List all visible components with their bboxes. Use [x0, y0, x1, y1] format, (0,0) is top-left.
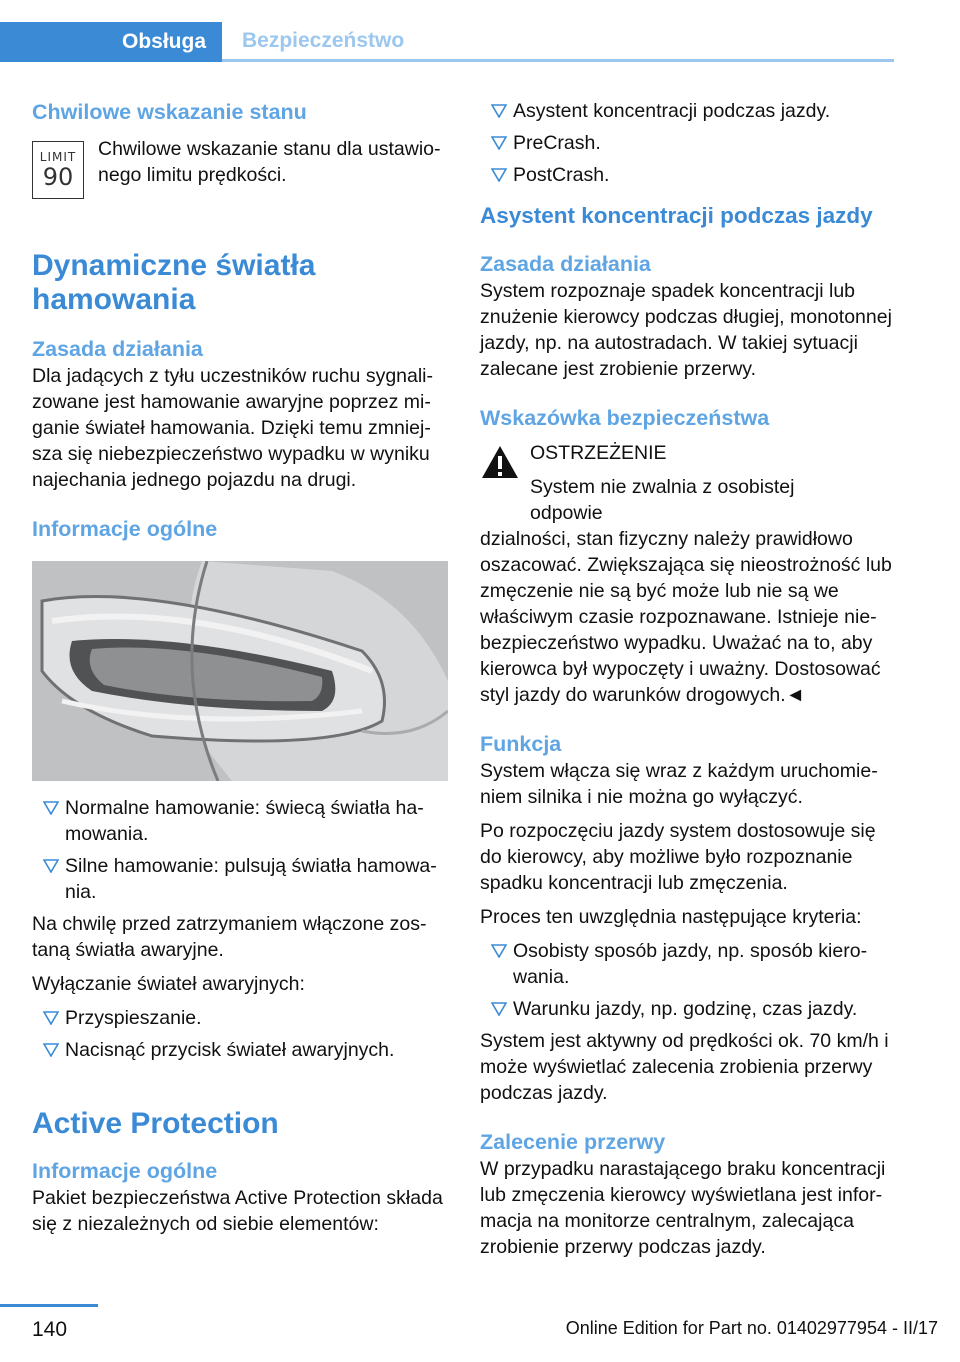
- heading-chwilowe: Chwilowe wskazanie stanu: [32, 100, 307, 124]
- right-column: [480, 98, 898, 1260]
- list-item: [480, 162, 898, 188]
- paragraph-funkcja-3: Proces ten uwzględnia następujące kryteria:: [480, 906, 862, 928]
- page-number: 140: [32, 1318, 68, 1341]
- limit-icon-value: 90: [42, 163, 74, 191]
- heading-informacje-left: Informacje ogólne: [32, 517, 218, 541]
- list-item: [480, 130, 898, 156]
- list-item: [32, 795, 450, 847]
- brake-bullets: [32, 795, 450, 905]
- bullet-text: PostCrash.: [513, 164, 610, 186]
- limit-text: Chwilowe wskazanie stanu dla ustawionego limitu prędkości.: [98, 138, 441, 186]
- limit-info: [32, 138, 450, 199]
- footer-rule: [0, 1304, 98, 1307]
- bullet-text: PreCrash.: [513, 132, 601, 154]
- paragraph-off: Wyłączanie świateł awaryjnych:: [32, 973, 305, 995]
- list-item: [32, 853, 450, 905]
- list-item: [480, 98, 898, 124]
- warning-block: [480, 440, 898, 526]
- criteria-bullets: [480, 938, 898, 1022]
- heading-zasada-right: Zasada działania: [480, 252, 651, 276]
- section-tabbar: [0, 22, 894, 62]
- paragraph-funkcja-2: Po rozpoczęciu jazdy system dostosowuje się do kierowcy, aby możliwe było rozpoznanie spadku koncentracji lub zmęczenia.: [480, 820, 876, 894]
- paragraph-zalecenie: W przypadku narastającego braku koncentracji lub zmęczenia kierowcy wyświetlana jest informacja na monitorze centralnym, zalecająca zrobienie przerwy podczas jazdy.: [480, 1158, 886, 1258]
- heading-wskazowka: Wskazówka bezpieczeństwa: [480, 406, 770, 430]
- paragraph-aktywny: System jest aktywny od prędkości ok. 70 km/h i może wyświetlać zalecenia zrobienia przerwy podczas jazdy.: [480, 1030, 889, 1104]
- off-bullets: [32, 1005, 450, 1063]
- paragraph-zasada-right: System rozpoznaje spadek koncentracji lub znużenie kierowcy podczas długiej, monotonnej jazdy, np. na autostradach. W takiej sytuacji zalecane jest zrobienie przerwy.: [480, 280, 892, 380]
- paragraph-ap: Pakiet bezpieczeństwa Active Protection składa się z niezależnych od siebie elementów:: [32, 1187, 443, 1235]
- bullet-text: Warunku jazdy, np. godzinę, czas jazdy.: [513, 998, 858, 1020]
- limit-icon-label: LIMIT: [39, 150, 77, 164]
- heading-zalecenie: Zalecenie przerwy: [480, 1130, 666, 1154]
- warning-text-first: System nie zwalnia z osobistej odpowie: [530, 476, 795, 524]
- paragraph-funkcja-1: System włącza się wraz z każdym uruchomieniem silnika i nie można go wyłączyć.: [480, 760, 878, 808]
- warning-triangle-icon: [480, 444, 520, 480]
- speed-limit-icon: [32, 141, 84, 199]
- tab-bezpieczenstwo[interactable]: Bezpieczeństwo: [222, 22, 894, 62]
- list-item: [32, 1037, 450, 1063]
- bullet-text: Silne hamowanie: pulsują światła hamowania.: [65, 855, 437, 903]
- list-item: [32, 1005, 450, 1031]
- list-item: [480, 996, 898, 1022]
- bullet-text: Asystent koncentracji podczas jazdy.: [513, 100, 831, 122]
- warning-text: dzialności, stan fizyczny należy prawidłowo oszacować. Zwiększająca się nieostrożność lub zmęczenie nie są być może lub nie są we właściwym czasie rozpoznawane. Istnieje niebezpieczeństwo wypadku. Uważać na to, aby kierowca był wypoczęty i uważny. Dostosować styl jazdy do warunków drogowych.◄: [480, 528, 892, 706]
- heading-zasada-left: Zasada działania: [32, 337, 203, 361]
- warning-label: OSTRZEŻENIE: [530, 442, 667, 464]
- heading-dynamiczne: Dynamiczne światła hamowania: [32, 249, 316, 316]
- tab-obsluga[interactable]: Obsługa: [0, 22, 222, 62]
- bullet-text: Normalne hamowanie: świecą światła hamowania.: [65, 797, 424, 845]
- edition-note: Online Edition for Part no. 01402977954 - II/17: [565, 1318, 938, 1338]
- brake-light-photo: [32, 561, 448, 781]
- heading-active-protection: Active Protection: [32, 1107, 279, 1140]
- left-column: [32, 98, 450, 1237]
- ap-elements-bullets: [480, 98, 898, 188]
- paragraph-stop: Na chwilę przed zatrzymaniem włączone zostaną światła awaryjne.: [32, 913, 427, 961]
- bullet-text: Osobisty sposób jazdy, np. sposób kierowania.: [513, 940, 868, 988]
- heading-asystent: Asystent koncentracji podczas jazdy: [480, 203, 873, 228]
- bullet-text: Przyspieszanie.: [65, 1007, 202, 1029]
- bullet-text: Nacisnąć przycisk świateł awaryjnych.: [65, 1039, 395, 1061]
- heading-funkcja: Funkcja: [480, 732, 562, 756]
- list-item: [480, 938, 898, 990]
- paragraph-zasada-left: Dla jadących z tyłu uczestników ruchu sygnalizowane jest hamowanie awaryjne poprzez miganie świateł hamowania. Dzięki temu zmniejsza się niebezpieczeństwo wypadku w wyniku najechania jednego pojazdu na drugi.: [32, 365, 434, 491]
- heading-informacje-ap: Informacje ogólne: [32, 1159, 218, 1183]
